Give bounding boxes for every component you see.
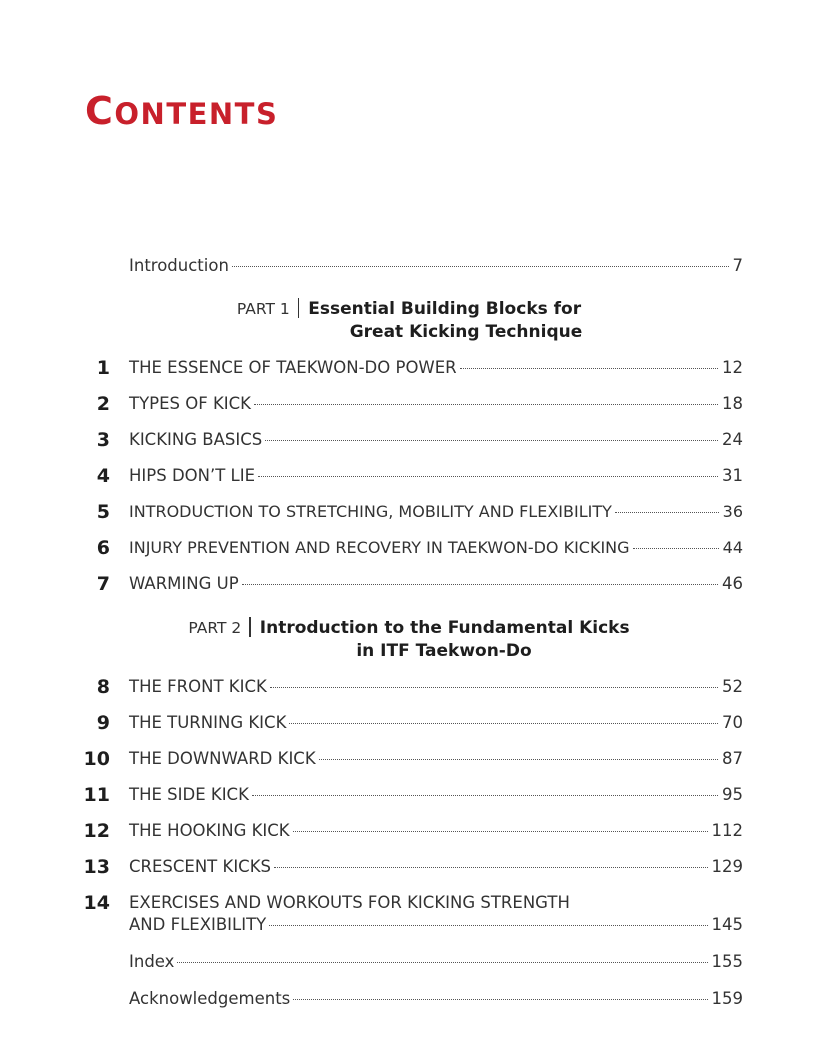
- toc-label: THE TURNING KICK: [129, 713, 287, 732]
- toc-entry-chapter-3[interactable]: [0, 428, 818, 452]
- toc-label: THE HOOKING KICK: [129, 821, 290, 840]
- page-title: [85, 89, 279, 133]
- toc-entry-index[interactable]: [0, 950, 818, 974]
- dot-leader: [293, 831, 708, 832]
- toc-label: Index: [129, 952, 175, 971]
- part-title-line1: Introduction to the Fundamental Kicks: [259, 618, 630, 638]
- chapter-number: 9: [96, 712, 110, 734]
- part-2-heading: [0, 617, 818, 640]
- dot-leader: [258, 476, 718, 477]
- chapter-number: 14: [83, 892, 110, 914]
- toc-entry-chapter-11[interactable]: [0, 783, 818, 807]
- toc-entry: [129, 254, 743, 278]
- toc-entry-chapter-5[interactable]: [0, 500, 818, 524]
- toc-page-number: 18: [722, 394, 743, 413]
- toc-page-number: 44: [722, 538, 743, 557]
- toc-entry-chapter-13[interactable]: [0, 855, 818, 879]
- chapter-number: 10: [83, 748, 110, 770]
- toc-page-number: 159: [711, 989, 743, 1008]
- toc-page-number: 46: [722, 574, 743, 593]
- toc-page-number: 24: [722, 430, 743, 449]
- toc-page-number: 145: [711, 915, 743, 934]
- part-2-heading-line2: [0, 640, 818, 663]
- toc-entry-chapter-6[interactable]: [0, 536, 818, 560]
- toc-label: WARMING UP: [129, 574, 239, 593]
- toc-entry-acknowledgements[interactable]: [0, 987, 818, 1011]
- part-title-line1: Essential Building Blocks for: [308, 299, 582, 319]
- toc-label: THE DOWNWARD KICK: [129, 749, 316, 768]
- part-separator: [298, 298, 300, 318]
- toc-label: INJURY PREVENTION AND RECOVERY IN TAEKWON-DO KICKING: [129, 538, 630, 557]
- toc-label-line1: EXERCISES AND WORKOUTS FOR KICKING STRENGTH: [129, 893, 570, 912]
- toc-label: Acknowledgements: [129, 989, 291, 1008]
- dot-leader: [269, 925, 707, 926]
- chapter-number: 11: [83, 784, 110, 806]
- dot-leader: [252, 795, 718, 796]
- toc-page-number: 52: [722, 677, 743, 696]
- toc-label: Introduction: [129, 256, 229, 275]
- dot-leader: [615, 512, 719, 513]
- dot-leader: [460, 368, 718, 369]
- dot-leader: [270, 687, 718, 688]
- dot-leader: [633, 548, 719, 549]
- toc-page-number: 36: [722, 502, 743, 521]
- chapter-number: 4: [96, 465, 110, 487]
- chapter-number: 6: [96, 537, 110, 559]
- part-title-line2: Great Kicking Technique: [349, 322, 583, 342]
- toc-entry-chapter-12[interactable]: [0, 819, 818, 843]
- toc-entry-chapter-9[interactable]: [0, 711, 818, 735]
- toc-entry-introduction[interactable]: [0, 254, 818, 278]
- chapter-number: 8: [96, 676, 110, 698]
- dot-leader: [232, 266, 729, 267]
- toc-page-number: 87: [722, 749, 743, 768]
- chapter-number: 2: [96, 393, 110, 415]
- toc-page-number: 12: [722, 358, 743, 377]
- part-separator: [249, 617, 251, 637]
- chapter-number: 3: [96, 429, 110, 451]
- toc-page-number: 155: [711, 952, 743, 971]
- title-initial: C: [85, 89, 115, 133]
- chapter-number: 7: [96, 573, 110, 595]
- toc-entry-chapter-1[interactable]: [0, 356, 818, 380]
- toc-entry-chapter-14-line2[interactable]: [0, 913, 818, 937]
- toc-page-number: 112: [711, 821, 743, 840]
- dot-leader: [289, 723, 718, 724]
- toc-entry-chapter-7[interactable]: [0, 572, 818, 596]
- dot-leader: [254, 404, 718, 405]
- chapter-number: 1: [96, 357, 110, 379]
- toc-page-number: 70: [722, 713, 743, 732]
- toc-page-number: 95: [722, 785, 743, 804]
- toc-label: HIPS DON’T LIE: [129, 466, 256, 485]
- toc-label: THE FRONT KICK: [129, 677, 267, 696]
- dot-leader: [274, 867, 708, 868]
- toc-entry-chapter-14[interactable]: [0, 891, 818, 915]
- toc-label: KICKING BASICS: [129, 430, 263, 449]
- part-1-heading: [0, 298, 818, 321]
- toc-label: THE ESSENCE OF TAEKWON-DO POWER: [129, 358, 457, 377]
- toc-label: INTRODUCTION TO STRETCHING, MOBILITY AND FLEXIBILITY: [129, 502, 612, 521]
- dot-leader: [177, 962, 707, 963]
- part-title-line2: in ITF Taekwon-Do: [356, 641, 532, 661]
- chapter-number: 5: [96, 501, 110, 523]
- toc-page-number: 31: [722, 466, 743, 485]
- toc-entry-chapter-4[interactable]: [0, 464, 818, 488]
- toc-label: AND FLEXIBILITY: [129, 915, 267, 934]
- dot-leader: [242, 584, 718, 585]
- toc-entry-chapter-8[interactable]: [0, 675, 818, 699]
- part-1-heading-line2: [0, 321, 818, 344]
- toc-label: THE SIDE KICK: [129, 785, 249, 804]
- chapter-number: 13: [83, 856, 110, 878]
- dot-leader: [319, 759, 718, 760]
- part-label: PART 2: [188, 619, 242, 637]
- title-rest: ONTENTS: [114, 97, 279, 131]
- dot-leader: [293, 999, 707, 1000]
- toc-page-number: 129: [711, 857, 743, 876]
- toc-label: TYPES OF KICK: [129, 394, 252, 413]
- toc-page-number: 7: [732, 256, 743, 275]
- toc-entry-chapter-10[interactable]: [0, 747, 818, 771]
- toc-entry-chapter-2[interactable]: [0, 392, 818, 416]
- toc-label: CRESCENT KICKS: [129, 857, 271, 876]
- chapter-number: 12: [83, 820, 110, 842]
- part-label: PART 1: [236, 300, 290, 318]
- dot-leader: [265, 440, 718, 441]
